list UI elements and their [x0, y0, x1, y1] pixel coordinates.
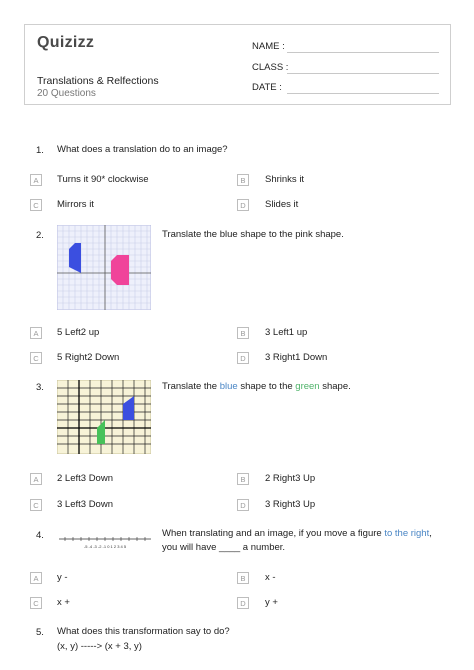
question-1-text: What does a translation do to an image? [57, 144, 228, 155]
q3-option-b-text: 2 Right3 Up [265, 473, 316, 484]
question-2-number: 2. [36, 230, 44, 241]
date-label: DATE : [252, 82, 282, 93]
q1-option-c-box[interactable]: C [30, 199, 42, 211]
q1-option-a-box[interactable]: A [30, 174, 42, 186]
q4-option-a-box[interactable]: A [30, 572, 42, 584]
q4-option-d-box[interactable]: D [237, 597, 249, 609]
q1-option-d-box[interactable]: D [237, 199, 249, 211]
q3-option-a-box[interactable]: A [30, 473, 42, 485]
question-5-number: 5. [36, 627, 44, 638]
question-count: 20 Questions [37, 88, 96, 99]
q2-option-c-box[interactable]: C [30, 352, 42, 364]
q2-option-b-text: 3 Left1 up [265, 327, 308, 338]
worksheet-title: Translations & Relfections [37, 75, 159, 87]
q3-option-b-box[interactable]: B [237, 473, 249, 485]
q4-option-b-box[interactable]: B [237, 572, 249, 584]
q4-option-c-text: x + [57, 597, 70, 608]
q4-number-line [57, 533, 153, 553]
q3-option-d-box[interactable]: D [237, 499, 249, 511]
question-5-formula: (x, y) -----> (x + 3, y) [57, 641, 142, 652]
q2-option-d-text: 3 Right1 Down [265, 352, 328, 363]
q1-option-a-text: Turns it 90* clockwise [57, 174, 149, 185]
q3-option-d-text: 3 Right3 Up [265, 499, 316, 510]
q1-option-b-box[interactable]: B [237, 174, 249, 186]
q4-number-line-labels: -5 -4 -3 -2 -1 0 1 2 3 4 5 [83, 544, 127, 549]
name-label: NAME : [252, 41, 285, 52]
q1-option-c-text: Mirrors it [57, 199, 94, 210]
q2-option-d-box[interactable]: D [237, 352, 249, 364]
question-3-number: 3. [36, 382, 44, 393]
q1-option-d-text: Slides it [265, 199, 299, 210]
q3-grid-image [57, 380, 151, 454]
question-5-text: What does this transformation say to do? [57, 626, 230, 637]
q2-pink-shape [111, 255, 129, 285]
q2-option-a-text: 5 Left2 up [57, 327, 100, 338]
name-field[interactable] [287, 52, 439, 53]
q4-option-b-text: x - [265, 572, 276, 583]
question-1-number: 1. [36, 145, 44, 156]
question-4-text: When translating and an image, if you move a figure to the right, you will have ____ a number. [162, 528, 432, 553]
q3-option-c-text: 3 Left3 Down [57, 499, 113, 510]
q2-option-a-box[interactable]: A [30, 327, 42, 339]
class-label: CLASS : [252, 62, 289, 73]
q3-option-a-text: 2 Left3 Down [57, 473, 113, 484]
question-4-number: 4. [36, 530, 44, 541]
worksheet-header [24, 24, 451, 105]
q1-option-b-text: Shrinks it [265, 174, 305, 185]
question-3-text: Translate the blue shape to the green shape. [162, 381, 351, 392]
q2-option-b-box[interactable]: B [237, 327, 249, 339]
date-field[interactable] [287, 93, 439, 94]
q4-option-d-text: y + [265, 597, 278, 608]
q2-grid-image [57, 225, 151, 310]
quizizz-logo: Quizizz [37, 34, 95, 51]
question-2-text: Translate the blue shape to the pink shape. [162, 229, 344, 240]
q4-option-c-box[interactable]: C [30, 597, 42, 609]
class-field[interactable] [287, 73, 439, 74]
q3-option-c-box[interactable]: C [30, 499, 42, 511]
q4-option-a-text: y - [57, 572, 68, 583]
q2-option-c-text: 5 Right2 Down [57, 352, 120, 363]
